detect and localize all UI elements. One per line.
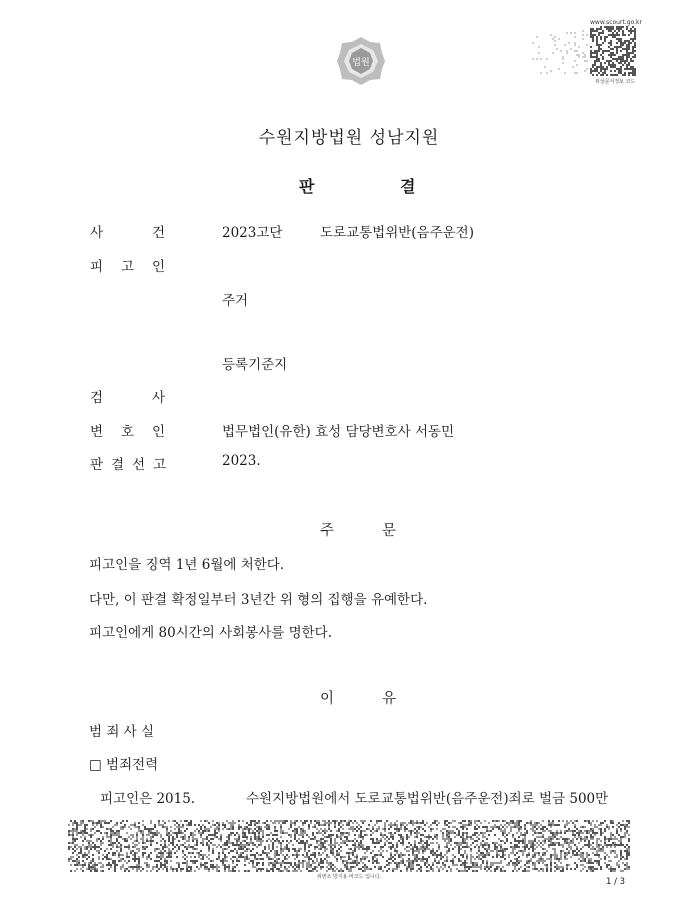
order-line: 다만, 이 판결 확정일부터 3년간 위 형의 집행을 유예한다. — [89, 592, 428, 608]
verification-qr-code — [518, 24, 638, 78]
court-seal-logo — [335, 35, 387, 87]
case-label-char: 건 — [152, 225, 166, 241]
reasons-title-char: 이 — [320, 691, 335, 707]
order-title-char: 문 — [382, 523, 397, 539]
document-title-char-2: 결 — [400, 177, 416, 196]
counsel-label-char: 변 — [90, 424, 104, 440]
reasons-title-char: 유 — [382, 691, 397, 707]
crime-facts-heading: 범 죄 사 실 — [89, 724, 155, 740]
svg-text:법원: 법원 — [352, 58, 370, 68]
sentencing-label-char: 선 — [132, 457, 146, 473]
defendant-label-char: 고 — [121, 259, 135, 275]
sentencing-label-char: 결 — [111, 457, 125, 473]
barcode-note: 위변조 방지용 바코드 입니다. — [316, 874, 382, 880]
prosecutor-label-char: 사 — [152, 390, 166, 406]
crime-facts-text: 수원지방법원에서 도로교통법위반(음주운전)죄로 벌금 500만 — [246, 791, 609, 807]
counsel-label-char: 인 — [152, 424, 166, 440]
counsel-label-char: 호 — [121, 424, 135, 440]
anti-forgery-barcode — [68, 820, 630, 872]
case-number: 2023고단 — [222, 225, 283, 241]
defendant-label-char: 피 — [90, 259, 104, 275]
sentencing-label-char: 고 — [153, 457, 167, 473]
order-line: 피고인에게 80시간의 사회봉사를 명한다. — [89, 625, 332, 641]
crime-facts-text: 피고인은 2015. — [100, 791, 196, 807]
verification-url: www.scourt.go.kr — [590, 19, 642, 26]
page-number: 1 / 3 — [606, 877, 626, 887]
order-title-char: 주 — [320, 523, 335, 539]
document-title-char-1: 판 — [299, 177, 315, 196]
defense-counsel: 법무법인(유한) 효성 담당변호사 서동민 — [222, 424, 455, 440]
sentencing-date: 2023. — [222, 453, 261, 469]
court-name: 수원지방법원 성남지원 — [258, 128, 440, 148]
case-label-char: 사 — [90, 225, 104, 241]
order-line: 피고인을 징역 1년 6월에 처한다. — [89, 557, 285, 573]
prior-record-heading: □ 범죄전력 — [89, 757, 159, 773]
address-label: 주거 — [222, 293, 249, 309]
verification-caption: 위상문서정보 코드 — [595, 79, 636, 85]
prosecutor-label-char: 검 — [90, 390, 104, 406]
case-charge: 도로교통법위반(음주운전) — [320, 225, 474, 241]
defendant-label-char: 인 — [152, 259, 166, 275]
registered-domicile-label: 등록기준지 — [222, 357, 288, 373]
sentencing-label-char: 판 — [90, 457, 104, 473]
